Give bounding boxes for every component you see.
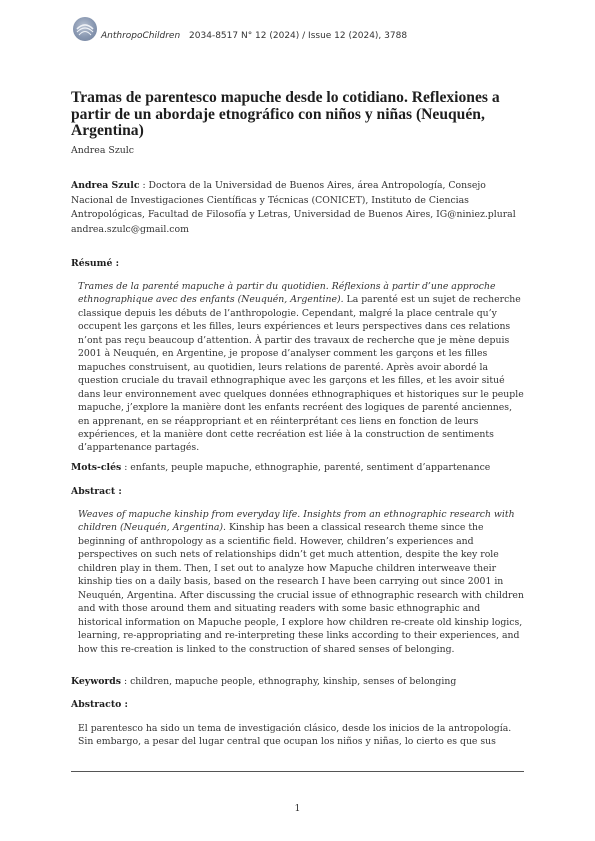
affiliation-text: : Doctora de la Universidad de Buenos Aires, área Antropología, Consejo Nacional de Investigaciones Científicas y Técnicas (CONICET), Instituto de Ciencias Antropológicas, Facultad de Filosofía y Letras, Universidad de Buenos Aires, IG@niniez.plural andrea.szulc@gmail.com xyxy=(71,180,516,235)
abstract-paragraph xyxy=(78,508,526,656)
journal-logo-icon xyxy=(73,17,97,41)
abstract-heading: Abstract : xyxy=(71,486,122,497)
author-affiliation xyxy=(71,179,527,237)
affiliation-author-name: Andrea Szulc xyxy=(71,180,140,191)
journal-header xyxy=(73,16,407,42)
abstract-body: Kinship has been a classical research theme since the beginning of anthropology as a scientific field. However, children’s experiences and perspectives on such nets of relationships didn’t get much attention, despite the key role children play in them. Then, I set out to analyze how Mapuche children interweave their kinship ties on a daily basis, based on the research I have been carrying out since 2001 in Neuquén, Argentina. After discussing the crucial issue of ethnographic research with children and with those around them and situating readers with some basic ethnographic and historical information on Mapuche people, I explore how children re-create old kinship logics, learning, re-appropriating and re-interpreting these links according to their experiences, and how this re-creation is linked to the construction of shared senses of belonging. xyxy=(78,522,524,655)
abstract-italic-title: Weaves of mapuche kinship from everyday life. Insights from an ethnographic research with children (Neuquén, Argentina). xyxy=(78,509,515,534)
page-number: 1 xyxy=(294,803,301,814)
keywords-label: Keywords xyxy=(71,676,122,687)
article-author: Andrea Szulc xyxy=(71,145,135,156)
issue-citation: 2034-8517 N° 12 (2024) / Issue 12 (2024), 3788 xyxy=(189,31,408,41)
article-title: Tramas de parentesco mapuche desde lo cotidiano. Reflexiones a partir de un abordaje etnográfico con niños y niñas (Neuquén, Argentina) xyxy=(71,89,500,139)
keywords-text: : children, mapuche people, ethnography, kinship, senses of belonging xyxy=(121,676,457,687)
resume-heading: Résumé : xyxy=(71,258,120,269)
footnote-divider xyxy=(71,771,524,772)
resume-body: La parenté est un sujet de recherche classique depuis les débuts de l’anthropologie. Cependant, malgré la place centrale qu’y occupent les garçons et les filles, leurs expériences et leurs perspectives dans ces relations n’ont pas reçu beaucoup d’attention. À partir des travaux de recherche que je mène depuis 2001 à Neuquén, en Argentine, je propose d’analyser comment les garçons et les filles mapuches construisent, au quotidien, leurs relations de parenté. Après avoir abordé la question cruciale du travail ethnographique avec les garçons et les filles, et les avoir situé dans leur environnement avec quelques données ethnographiques et historiques sur le peuple mapuche, j’explore la manière dont les enfants recréent des logiques de parenté anciennes, en apprenant, en se réappropriant et en réinterprétant ces liens en fonction de leurs expériences, et la manière dont cette recréation est liée à la construction de sentiments d’appartenance partagés. xyxy=(78,294,524,454)
mots-cles-text: : enfants, peuple mapuche, ethnographie, parenté, sentiment d’appartenance xyxy=(121,462,491,473)
mots-cles-line xyxy=(71,462,490,473)
abstracto-paragraph: El parentesco ha sido un tema de investigación clásico, desde los inicios de la antropología. Sin embargo, a pesar del lugar central que ocupan los niños y niñas, lo cierto es que sus xyxy=(78,723,512,748)
mots-cles-label: Mots-clés xyxy=(71,462,122,473)
keywords-line xyxy=(71,676,456,687)
abstracto-heading: Abstracto : xyxy=(71,699,128,710)
resume-italic-title: Trames de la parenté mapuche à partir du quotidien. Réflexions à partir d’une approche ethnographique avec des enfants (Neuquén, Argentine). xyxy=(78,281,496,306)
resume-paragraph xyxy=(78,280,526,455)
journal-name: AnthropoChildren xyxy=(101,31,181,41)
